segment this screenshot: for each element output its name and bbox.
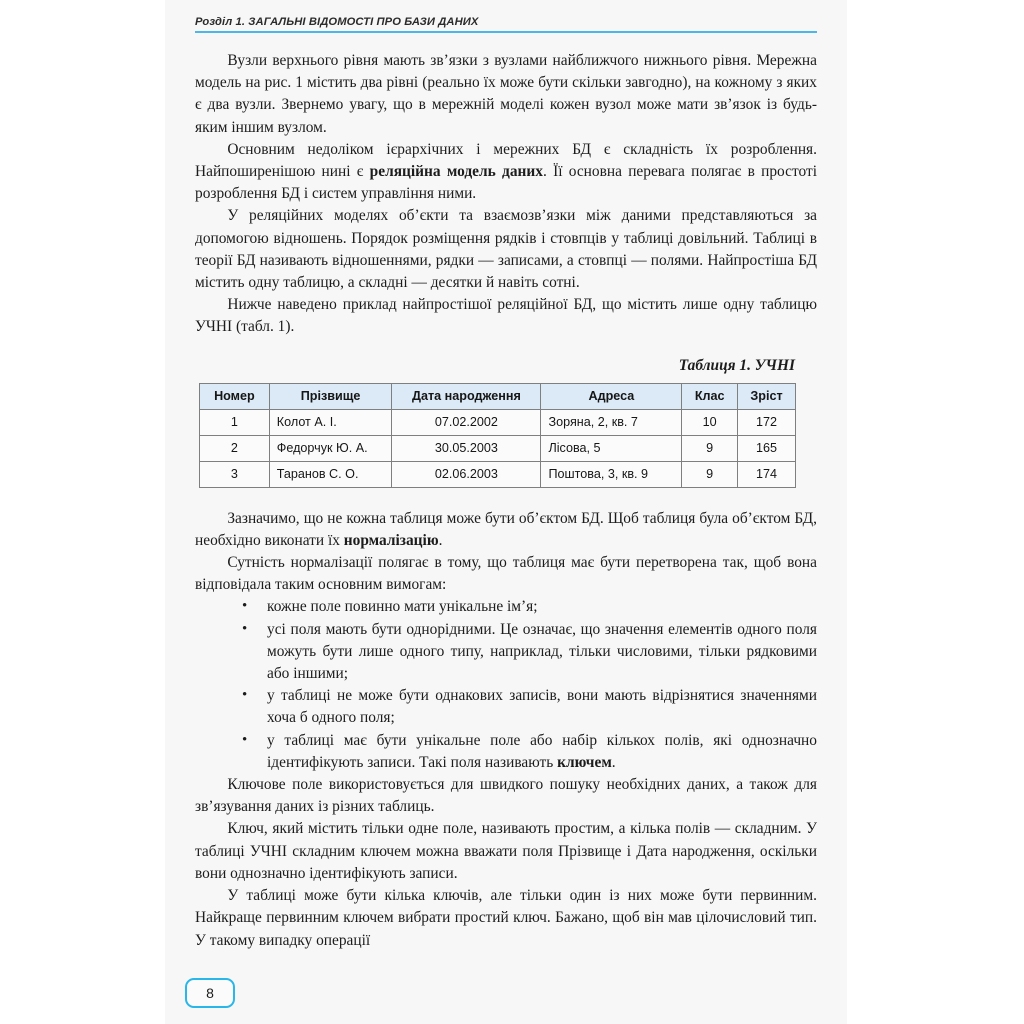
table-row (200, 435, 796, 461)
table-row (200, 461, 796, 487)
requirements-list (195, 596, 817, 774)
paragraph-table-intro (195, 294, 817, 338)
list-item-text: усі поля мають бути однорідними. Це означає, що значення елементів одного поля можуть бути лише одного типу, наприклад, тільки числовими, тільки рядковими або іншими; (267, 620, 817, 683)
bullet-icon: • (242, 687, 248, 704)
column-header-height: Зріст (738, 383, 796, 409)
page-number-badge (185, 978, 235, 1008)
pupils-table-head (200, 383, 796, 409)
paragraph-normalization-intro (195, 508, 817, 552)
column-header-grade: Клас (682, 383, 738, 409)
paragraph-text: У таблиці може бути кілька ключів, але тільки один із них може бути первинним. Найкраще первинним ключем вибрати простий ключ. Бажано, щоб він мав цілочисловий тип. У такому випадку операції (195, 887, 817, 949)
bullet-icon: • (242, 598, 248, 615)
paragraph-primary-key (195, 885, 817, 952)
cell-grade: 9 (682, 461, 738, 487)
emphasis-key: ключем (557, 753, 612, 771)
cell-birthdate: 30.05.2003 (392, 435, 541, 461)
list-item (195, 596, 817, 618)
table-row (200, 409, 796, 435)
column-header-birthdate: Дата народження (392, 383, 541, 409)
page-number-value: 8 (206, 985, 214, 1001)
cell-address: Поштова, 3, кв. 9 (541, 461, 682, 487)
column-header-number: Номер (200, 383, 270, 409)
cell-number: 2 (200, 435, 270, 461)
cell-height: 174 (738, 461, 796, 487)
cell-address: Зоряна, 2, кв. 7 (541, 409, 682, 435)
cell-number: 1 (200, 409, 270, 435)
cell-grade: 9 (682, 435, 738, 461)
list-item (195, 685, 817, 729)
list-item-text: у таблиці не може бути однакових записів, вони мають відрізнятися значеннями хоча б одного поля; (267, 687, 817, 727)
table-header-row (200, 383, 796, 409)
pupils-table-wrapper (199, 383, 796, 488)
paragraph-text: Ключ, який містить тільки одне поле, називають простим, а кілька полів — складним. У таблиці УЧНІ складним ключем можна вважати поля Прізвище і Дата народження, оскільки вони однозначно ідентифікують записи. (195, 820, 817, 882)
paragraph-text: Нижче наведено приклад найпростішої реляційної БД, що містить лише одну таблицю УЧНІ (табл. 1). (195, 296, 817, 336)
paragraph-simple-composite-key (195, 818, 817, 885)
cell-grade: 10 (682, 409, 738, 435)
bullet-icon: • (242, 620, 248, 637)
list-item (195, 730, 817, 774)
spacer-after-table (195, 488, 817, 508)
paragraph-text-lead: Зазначимо, що не кожна таблиця може бути об’єктом БД. Щоб таблиця була об’єктом БД, необхідно виконати їх (195, 509, 817, 549)
cell-surname: Федорчук Ю. А. (269, 435, 392, 461)
cell-height: 165 (738, 435, 796, 461)
paragraph-text: Ключове поле використовується для швидкого пошуку необхідних даних, а також для зв’язування даних із різних таблиць. (195, 776, 817, 816)
list-item-text: кожне поле повинно мати унікальне ім’я; (267, 598, 538, 616)
cell-number: 3 (200, 461, 270, 487)
paragraph-text-lead: Основним недоліком ієрархічних і мережних БД є складність їх розроблення. Найпоширенішою нині є (195, 140, 817, 181)
paragraph-normalization-essence (195, 552, 817, 596)
list-item-text: у таблиці має бути унікальне поле або набір кількох полів, які однозначно ідентифікують записи. Такі поля називають (267, 731, 817, 771)
paragraph-text: Вузли верхнього рівня мають зв’язки з вузлами найближчого нижнього рівня. Мережна модель на рис. 1 містить два рівні (реально їх може бути скільки завгодно), на кожному з яких є два вузли. Звернемо увагу, що в мережній моделі кожен вузол може мати зв’язок із будь-яким іншим вузлом. (195, 52, 817, 136)
running-header: Розділ 1. ЗАГАЛЬНІ ВІДОМОСТІ ПРО БАЗИ ДАНИХ (195, 16, 479, 28)
list-item-text-tail: . (611, 753, 616, 771)
paragraph-relations-definition (195, 205, 817, 294)
pupils-table (199, 383, 796, 488)
column-header-surname: Прізвище (269, 383, 392, 409)
paragraph-text: Сутність нормалізації полягає в тому, що таблиця має бути перетворена так, щоб вона відповідала таким основним вимогам: (195, 554, 817, 594)
paragraph-text-tail: . (438, 531, 443, 549)
paragraph-relational-model (195, 139, 817, 206)
cell-address: Лісова, 5 (541, 435, 682, 461)
table-caption: Таблиця 1. УЧНІ (678, 356, 795, 374)
column-header-address: Адреса (541, 383, 682, 409)
cell-birthdate: 07.02.2002 (392, 409, 541, 435)
emphasis-relational-data-model: реляційна модель даних (369, 163, 543, 181)
paragraph-text-tail: . Її основна перевага полягає в простоті розроблення БД і систем управління ними. (195, 163, 817, 203)
header-rule-divider (195, 31, 817, 33)
cell-height: 172 (738, 409, 796, 435)
list-item (195, 619, 817, 686)
cell-birthdate: 02.06.2003 (392, 461, 541, 487)
paragraph-text: У реляційних моделях об’єкти та взаємозв’язки між даними представляються за допомогою відношень. Порядок розміщення рядків і стовпців у таблиці довільний. Таблиці в теорії БД називають відношеннями, рядки — записами, а стовпці — полями. Найпростіша БД містить одну таблицю, а складні — десятки й навіть сотні. (195, 207, 817, 292)
scanned-page-sheet (165, 0, 847, 1024)
pupils-table-body (200, 409, 796, 487)
cell-surname: Колот А. І. (269, 409, 392, 435)
bullet-icon: • (242, 731, 248, 748)
paragraph-key-field-usage (195, 774, 817, 818)
emphasis-normalization: нормалізацію (343, 531, 439, 549)
cell-surname: Таранов С. О. (269, 461, 392, 487)
paragraph-network-model (195, 50, 817, 139)
page-content-area (195, 16, 817, 952)
